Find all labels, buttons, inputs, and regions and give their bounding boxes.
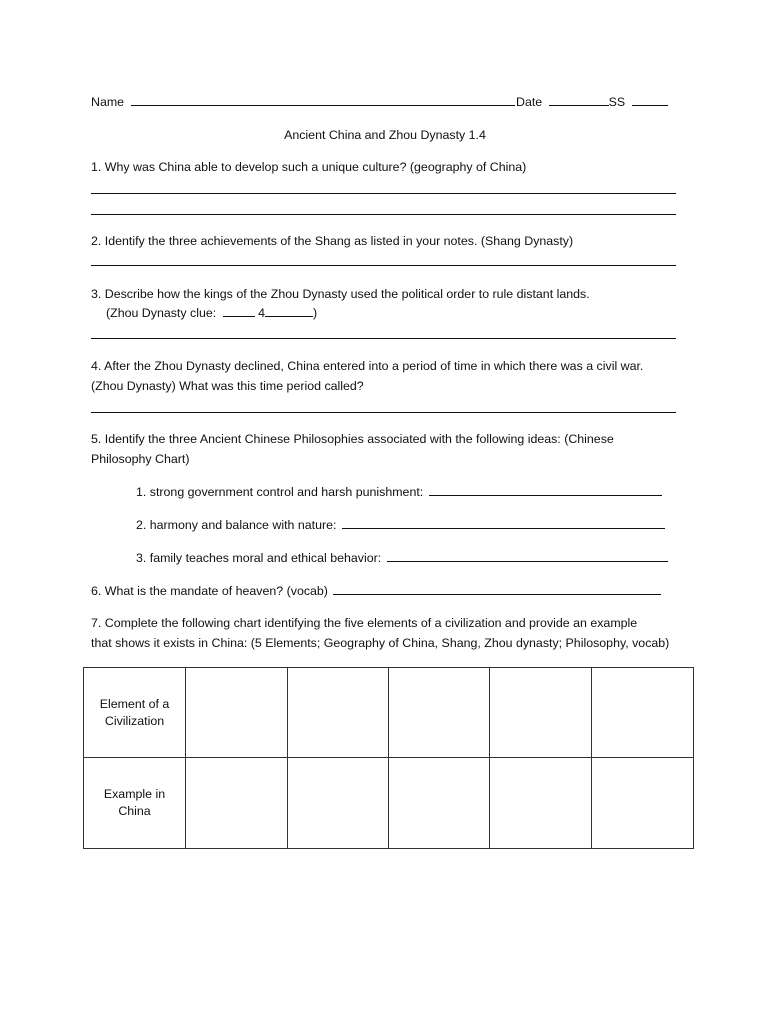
question-3-clue — [106, 305, 317, 321]
answer-line[interactable] — [91, 193, 676, 194]
row-header-line: Example in — [103, 787, 166, 801]
q5-item-label: 2. harmony and balance with nature: — [136, 518, 337, 532]
table-cell[interactable] — [389, 758, 490, 849]
table-row — [84, 758, 694, 849]
q5-item-blank[interactable] — [429, 484, 662, 496]
answer-line[interactable] — [91, 214, 676, 215]
page-title: Ancient China and Zhou Dynasty 1.4 — [284, 128, 486, 142]
row-header-example — [84, 758, 186, 849]
clue-prefix: (Zhou Dynasty clue: — [106, 306, 217, 320]
clue-blank-2[interactable] — [265, 305, 313, 317]
q5-item-3 — [136, 550, 668, 566]
q5-item-label: 1. strong government control and harsh punishment: — [136, 485, 424, 499]
table-row — [84, 668, 694, 758]
question-5: 5. Identify the three Ancient Chinese Philosophies associated with the following ideas: (Chinese — [91, 432, 614, 446]
question-6 — [91, 583, 661, 599]
ss-blank[interactable] — [632, 94, 668, 106]
row-header-line: Element of a — [99, 696, 170, 711]
table-cell[interactable] — [186, 758, 288, 849]
q5-item-1 — [136, 484, 662, 500]
name-blank[interactable] — [131, 94, 515, 106]
clue-blank-1[interactable] — [223, 305, 255, 317]
question-6-label: 6. What is the mandate of heaven? (vocab) — [91, 584, 328, 598]
ss-label: SS — [608, 95, 626, 109]
date-blank[interactable] — [549, 94, 609, 106]
table-cell[interactable] — [490, 758, 592, 849]
elements-chart — [83, 667, 694, 849]
table-cell[interactable] — [592, 758, 694, 849]
question-2: 2. Identify the three achievements of the Shang as listed in your notes. (Shang Dynasty) — [91, 234, 574, 248]
table-cell[interactable] — [288, 668, 389, 758]
date-field[interactable] — [516, 94, 668, 110]
clue-number: 4 — [258, 306, 265, 320]
question-7: 7. Complete the following chart identifying the five elements of a civilization and provide an example — [91, 616, 638, 630]
q5-item-label: 3. family teaches moral and ethical behavior: — [136, 551, 382, 565]
q6-blank[interactable] — [333, 583, 661, 595]
row-header-line: China — [118, 804, 151, 818]
name-field[interactable] — [91, 94, 515, 110]
question-7-cont: that shows it exists in China: (5 Elements; Geography of China, Shang, Zhou dynasty; Philosophy, vocab) — [91, 636, 670, 650]
answer-line[interactable] — [91, 338, 676, 339]
name-label: Name — [91, 95, 125, 109]
question-3: 3. Describe how the kings of the Zhou Dynasty used the political order to rule distant lands. — [91, 287, 590, 301]
row-header-element — [84, 668, 186, 758]
question-4: 4. After the Zhou Dynasty declined, China entered into a period of time in which there was a civil war. — [91, 359, 644, 373]
table-cell[interactable] — [186, 668, 288, 758]
clue-suffix: ) — [313, 306, 318, 320]
question-5-cont: Philosophy Chart) — [91, 452, 190, 466]
table-cell[interactable] — [389, 668, 490, 758]
row-header-line: Civilization — [104, 713, 165, 728]
answer-line[interactable] — [91, 412, 676, 413]
q5-item-blank[interactable] — [342, 517, 665, 529]
question-1: 1. Why was China able to develop such a unique culture? (geography of China) — [91, 160, 527, 174]
answer-line[interactable] — [91, 265, 676, 266]
question-4-cont: (Zhou Dynasty) What was this time period called? — [91, 379, 364, 393]
q5-item-blank[interactable] — [387, 550, 668, 562]
table-cell[interactable] — [288, 758, 389, 849]
table-cell[interactable] — [592, 668, 694, 758]
table-cell[interactable] — [490, 668, 592, 758]
q5-item-2 — [136, 517, 665, 533]
date-label: Date — [516, 95, 543, 109]
